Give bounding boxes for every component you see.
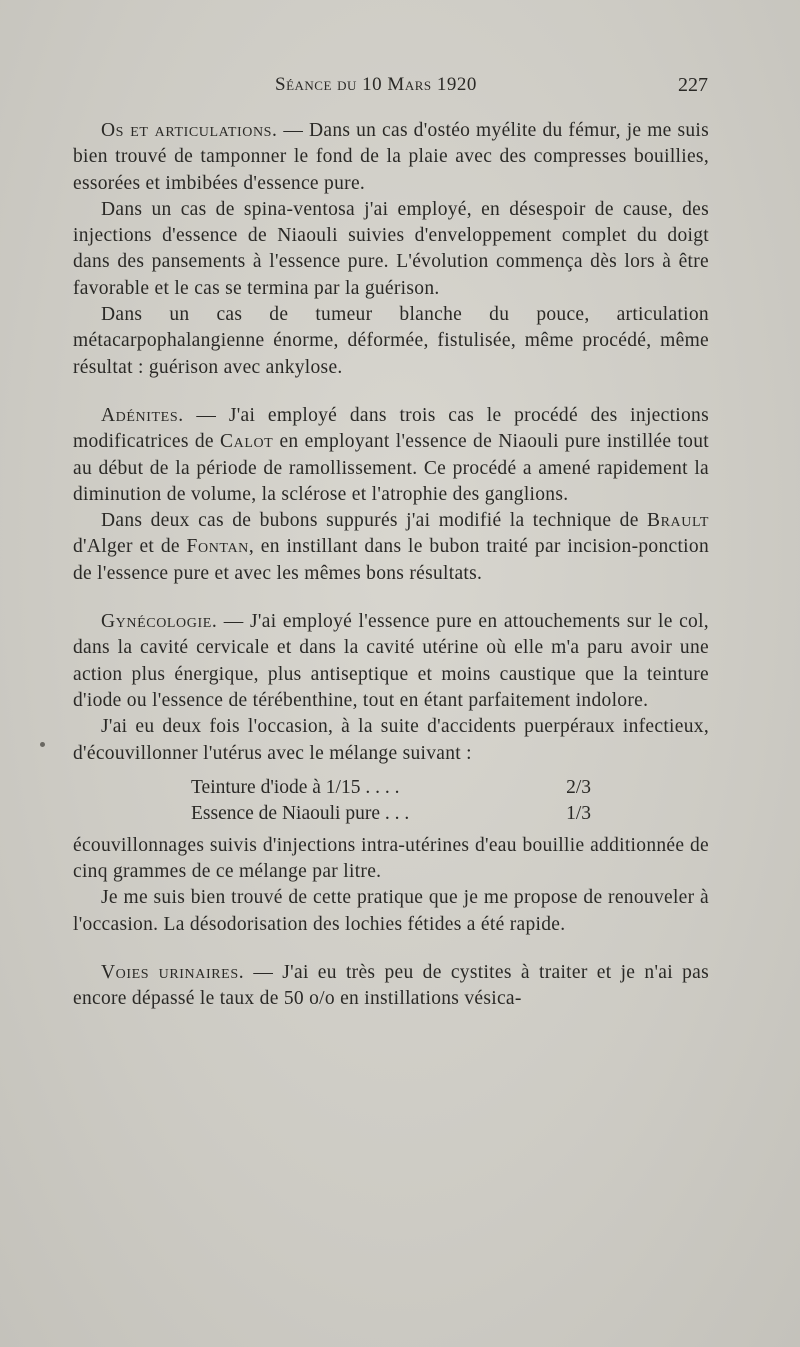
paragraph: Voies urinaires. — J'ai eu très peu de cystites à traiter et je n'ai pas encore dépassé le taux de 50 o/o en instillations vésica- — [73, 962, 709, 1010]
section-heading: Adénites. — [101, 404, 184, 426]
section-heading: Gynécologie. — [101, 611, 218, 633]
paragraph: Dans deux cas de bubons suppurés j'ai modifié la technique de Brault d'Alger et de Fontan, en instillant dans le bubon traité par incision-ponction de l'essence pure et avec les mêmes bons résultats. — [73, 510, 710, 584]
paragraph: Adénites. — J'ai employé dans trois cas le procédé des injections modificatrices de Calot en employant l'essence de Niaouli pure instillée tout au début de la période de ramollissement. Ce procédé a amené rapidement la diminution de volume, la sclérose et l'atrophie des ganglions. — [73, 404, 709, 505]
formula-ingredient: Teinture d'iode à 1/15 . . . . — [191, 776, 400, 798]
author-name: Calot — [220, 431, 274, 453]
page-header — [0, 74, 800, 104]
formula-table — [73, 775, 709, 827]
formula-row — [73, 801, 709, 827]
running-head: Séance du 10 Mars 1920 — [275, 74, 477, 95]
paragraph: écouvillonnages suivis d'injections intra-utérines d'eau bouillie additionnée de cinq grammes de ce mélange par litre. — [73, 834, 709, 883]
paragraph: Dans un cas de spina-ventosa j'ai employé, en désespoir de cause, des injections d'essence de Niaouli suivies d'enveloppement complet du doigt dans des pansements à l'essence pure. L'évolution commença dès lors à être favorable et le cas se termina par la guérison. — [73, 198, 709, 299]
formula-row — [73, 775, 709, 801]
author-name: Fontan — [186, 536, 249, 558]
page-number: 227 — [678, 74, 708, 96]
paragraph: Je me suis bien trouvé de cette pratique que je me propose de renouveler à l'occasion. La désodorisation des lochies fétides a été rapide. — [73, 887, 709, 935]
body-text — [73, 118, 709, 1013]
ink-spot — [40, 742, 45, 747]
section-heading: Os et articulations. — [101, 120, 278, 141]
paragraph: Gynécologie. — J'ai employé l'essence pure en attouchements sur le col, dans la cavité cervicale et dans la cavité utérine où elle m'a paru avoir une action plus énergique, plus antiseptique et moins caustique que la teinture d'iode ou l'essence de térébenthine, tout en étant parfaitement indolore. — [73, 611, 709, 711]
formula-proportion: 2/3 — [566, 776, 591, 798]
paragraph: Dans un cas de tumeur blanche du pouce, articulation métacarpophalangienne énorme, déformée, fistulisée, même procédé, même résultat : guérison avec ankylose. — [73, 304, 709, 378]
author-name: Brault — [647, 510, 709, 532]
paragraph: J'ai eu deux fois l'occasion, à la suite d'accidents puerpéraux infectieux, d'écouvillonner l'utérus avec le mélange suivant : — [73, 716, 709, 764]
paragraph: Os et articulations. — Dans un cas d'ostéo myélite du fémur, je me suis bien trouvé de tamponner le fond de la plaie avec des compresses bouillies, essorées et imbibées d'essence pure. — [73, 120, 710, 194]
section-heading: Voies urinaires. — [101, 962, 245, 984]
formula-ingredient: Essence de Niaouli pure . . . — [191, 802, 410, 824]
formula-proportion: 1/3 — [566, 802, 591, 824]
